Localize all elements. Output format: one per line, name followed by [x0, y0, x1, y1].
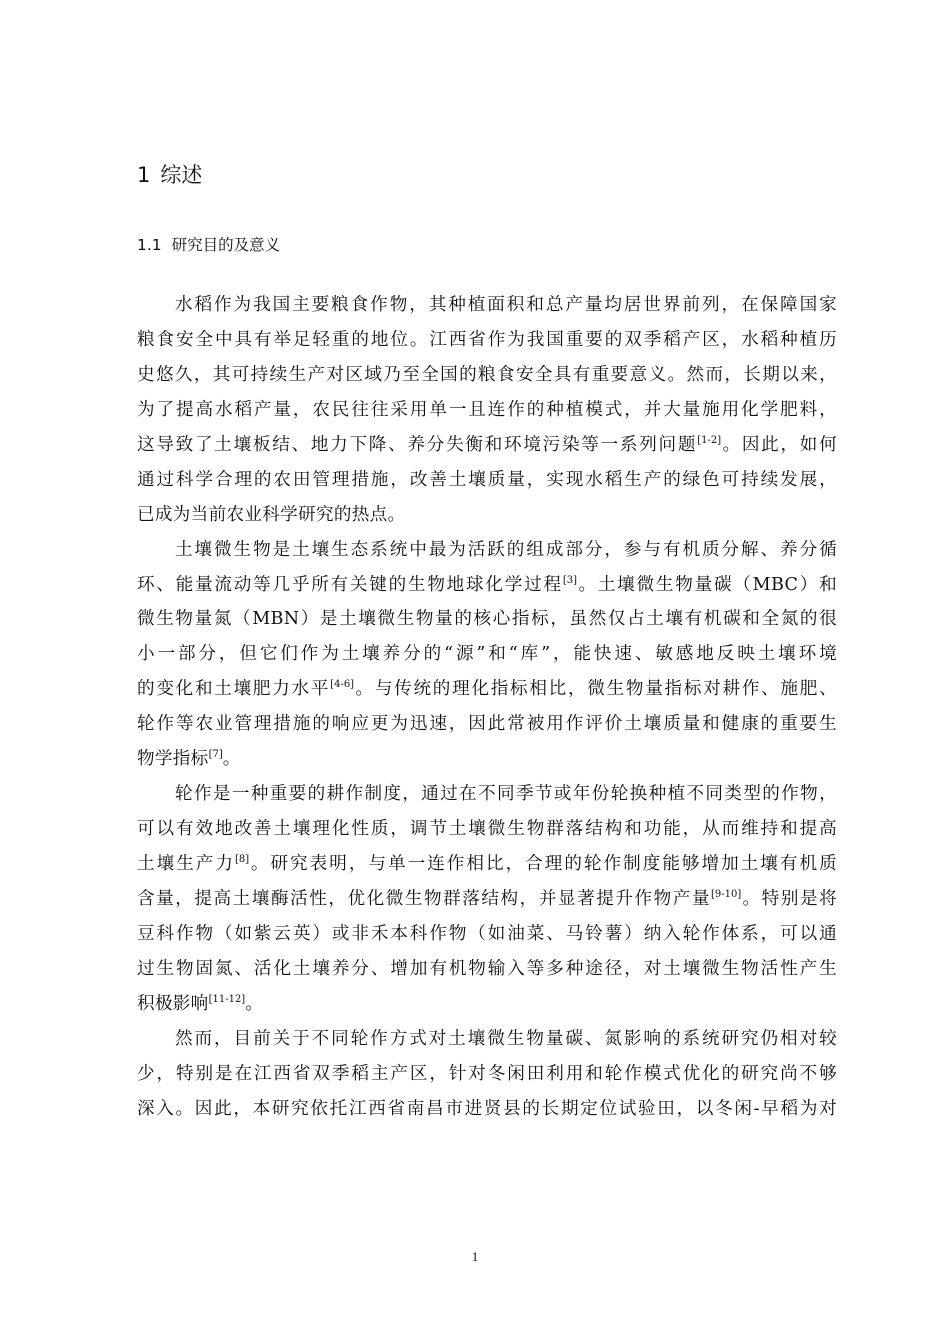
text-run: 物学指标 [137, 749, 209, 770]
text-run: 小一部分，但它们作为土壤养分的“源”和“库”，能快速、敏感地反映土壤环境 [137, 644, 837, 665]
subsection-heading [137, 230, 280, 260]
text-line [137, 707, 837, 742]
text-run: 粮食安全中具有举足轻重的地位。江西省作为我国重要的双季稻产区，水稻种植历 [137, 329, 837, 350]
paragraph [137, 533, 837, 778]
text-line [137, 1057, 837, 1092]
citation: [1-2] [697, 434, 722, 446]
paragraph [137, 777, 837, 1022]
text-run: 可以有效地改善土壤理化性质，调节土壤微生物群落结构和功能，从而维持和提高 [137, 819, 837, 840]
text-run: 水稻作为我国主要粮食作物，其种植面积和总产量均居世界前列，在保障国家 [175, 295, 837, 315]
paragraph [137, 288, 837, 533]
text-line [137, 882, 837, 917]
text-line [137, 672, 837, 707]
text-line [137, 812, 837, 847]
text-line [137, 533, 837, 568]
text-line [137, 777, 837, 812]
text-run: 轮作等农业管理措施的响应更为迅速，因此常被用作评价土壤质量和健康的重要生 [137, 714, 837, 735]
text-run: 。 [245, 993, 264, 1014]
text-run: 为了提高水稻产量，农民往往采用单一且连作的种植模式，并大量施用化学肥料， [137, 399, 837, 420]
subsection-title: 研究目的及意义 [171, 236, 281, 254]
text-line [137, 602, 837, 637]
text-line [137, 358, 837, 393]
citation: [4-6] [330, 679, 355, 691]
text-run: 。 [222, 749, 241, 770]
text-line [137, 323, 837, 358]
text-run: 轮作是一种重要的耕作制度，通过在不同季节或年份轮换种植不同类型的作物， [175, 784, 837, 805]
text-run: 。因此，如何 [721, 434, 837, 455]
text-run: 豆科作物（如紫云英）或非禾本科作物（如油菜、马铃薯）纳入轮作体系，可以通 [137, 923, 837, 944]
text-run: 深入。因此，本研究依托江西省南昌市进贤县的长期定位试验田，以冬闲-早稻为对 [137, 1098, 837, 1119]
paragraph [137, 1022, 837, 1127]
text-line [137, 393, 837, 428]
citation: [11-12] [208, 993, 246, 1005]
text-run: 。与传统的理化指标相比，微生物量指标对耕作、施肥、 [354, 679, 837, 700]
text-line [137, 568, 837, 603]
text-line [137, 288, 837, 323]
section-title: 综述 [160, 163, 203, 187]
section-heading [137, 158, 202, 192]
text-line [137, 463, 837, 498]
text-line [137, 742, 837, 777]
subsection-number: 1.1 [137, 236, 162, 254]
citation: [9-10] [711, 888, 742, 900]
text-line [137, 917, 837, 952]
citation: [3] [562, 574, 577, 586]
text-run: 过生物固氮、活化土壤养分、增加有机物输入等多种途径，对土壤微生物活性产生 [137, 958, 837, 979]
citation: [8] [234, 854, 250, 865]
text-run: 微生物量氮（MBN）是土壤微生物量的核心指标，虽然仅占土壤有机碳和全氮的很 [137, 609, 837, 630]
text-run: 这导致了土壤板结、地力下降、养分失衡和环境污染等一系列问题 [137, 434, 698, 455]
text-line [137, 1092, 837, 1127]
text-line [137, 498, 837, 533]
text-line [137, 637, 837, 672]
text-line [137, 847, 837, 882]
section-number: 1 [137, 163, 151, 187]
text-line [137, 987, 837, 1022]
text-line [137, 428, 837, 463]
page-number: 1 [471, 1249, 479, 1264]
text-run: 环、能量流动等几乎所有关键的生物地球化学过程 [137, 574, 563, 595]
text-run: 史悠久，其可持续生产对区域乃至全国的粮食安全具有重要意义。然而，长期以来， [137, 364, 837, 385]
text-run: 。土壤微生物量碳（MBC）和 [577, 574, 838, 595]
text-run: 少，特别是在江西省双季稻主产区，针对冬闲田利用和轮作模式优化的研究尚不够 [137, 1063, 837, 1084]
text-run: 含量，提高土壤酶活性，优化微生物群落结构，并显著提升作物产量 [137, 888, 712, 909]
citation: [7] [208, 749, 223, 761]
text-run: 土壤生产力 [137, 854, 235, 874]
text-run: 土壤微生物是土壤生态系统中最为活跃的组成部分，参与有机质分解、养分循 [175, 539, 837, 560]
text-line [137, 1022, 837, 1057]
text-run: 。研究表明，与单一连作相比，合理的轮作制度能够增加土壤有机质 [249, 854, 837, 874]
text-run: 通过科学合理的农田管理措施，改善土壤质量，实现水稻生产的绿色可持续发展， [137, 469, 837, 490]
body-text [137, 288, 837, 1127]
text-line [137, 952, 837, 987]
text-run: 的变化和土壤肥力水平 [137, 679, 331, 700]
text-run: 已成为当前农业科学研究的热点。 [137, 504, 406, 525]
text-run: 。特别是将 [741, 888, 837, 909]
text-run: 然而，目前关于不同轮作方式对土壤微生物量碳、氮影响的系统研究仍相对较 [175, 1028, 837, 1049]
text-run: 积极影响 [137, 993, 209, 1014]
